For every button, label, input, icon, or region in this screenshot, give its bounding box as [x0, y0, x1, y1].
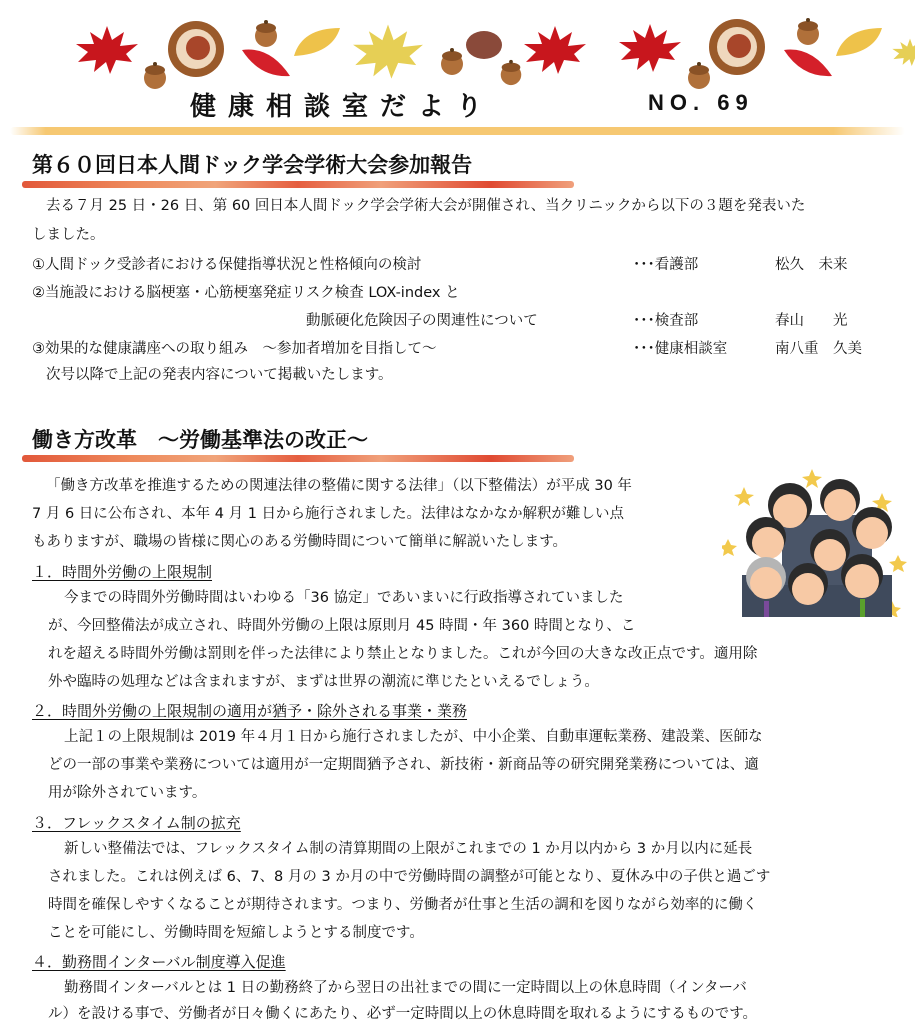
- chestnut-burr-icon: [163, 18, 229, 80]
- banner-stripe: [10, 127, 905, 135]
- issue-number: NO. 69: [648, 90, 754, 115]
- subsection-line: ことを可能にし、労働時間を短縮しようとする制度です。: [48, 925, 424, 941]
- section2-heading: 働き方改革 ～労働基準法の改正～: [32, 428, 368, 452]
- acorn-icon: [438, 46, 466, 76]
- title-row: [0, 86, 915, 126]
- subsection-line: 時間を確保しやすくなることが期待されます。つまり、労働者が仕事と生活の調和を図りながら効率的に働く: [48, 897, 758, 913]
- presentation-presenter: 春山 光: [775, 313, 848, 329]
- yellow-maple-leaf-icon: [890, 22, 915, 82]
- maple-leaf-icon: [520, 22, 590, 77]
- subsection-heading: ３．フレックスタイム制の拡充: [32, 814, 241, 832]
- presentation-dept: ･･･看護部: [633, 257, 699, 273]
- subsection-line: 新しい整備法では、フレックスタイム制の清算期間の上限がこれまでの 1 か月以内から 3 か月以内に延長: [64, 841, 753, 857]
- presentation-title: ②当施設における脳梗塞・心筋梗塞発症リスク検査 LOX-index と: [32, 285, 460, 301]
- subsection-line: 外や臨時の処理などは含まれますが、まずは世界の潮流に準じたといえるでしょう。: [48, 674, 599, 690]
- section2-heading-bar: [22, 455, 574, 462]
- section1-intro-line: 去る７月 25 日・26 日、第 60 回日本人間ドック学会学術大会が開催され、当クリニックから以下の３題を発表いた: [46, 198, 806, 214]
- section1-closing: 次号以降で上記の発表内容について掲載いたします。: [46, 367, 393, 383]
- presentation-presenter: 松久 未来: [775, 257, 848, 273]
- yellow-leaf-icon: [834, 26, 884, 58]
- section1-intro-line: しました。: [32, 227, 105, 243]
- subsection-line: 今までの時間外労働時間はいわゆる「36 協定」であいまいに行政指導されていました: [64, 590, 624, 606]
- subsection-line: ル）を設ける事で、労働者が日々働くにあたり、必ず一定時間以上の休息時間を取れるようにするものです。: [48, 1006, 758, 1022]
- acorn-icon: [795, 16, 821, 46]
- chestnut-icon: [464, 28, 504, 62]
- presentation-title: ①人間ドック受診者における保健指導状況と性格傾向の検討: [32, 257, 422, 273]
- yellow-leaf-icon: [292, 26, 342, 58]
- subsection-line: どの一部の事業や業務については適用が一定期間猶予され、新技術・新商品等の研究開発業務については、適: [48, 757, 759, 773]
- red-leaf-icon: [782, 46, 834, 80]
- presentation-dept: ･･･健康相談室: [633, 341, 728, 357]
- section2-intro-line: 「働き方改革を推進するための関連法律の整備に関する法律」（以下整備法）が平成 30 年: [46, 478, 632, 494]
- subsection-line: 用が除外されています。: [48, 785, 207, 801]
- yellow-maple-leaf-icon: [348, 20, 428, 82]
- subsection-line: れを超える時間外労働は罰則を伴った法律により禁止となりました。これが今回の大きな改正点です。適用除: [48, 646, 758, 662]
- presentation-presenter: 南八重 久美: [775, 341, 862, 357]
- header-banner: [0, 0, 915, 140]
- section2-intro-line: もありますが、職場の皆様に関心のある労働時間について簡単に解説いたします。: [32, 534, 568, 550]
- subsection-line: 勤務間インターバルとは 1 日の勤務終了から翌日の出社までの間に一定時間以上の休息時間（インターバ: [64, 980, 747, 996]
- celebrating-workers-illustration: [722, 465, 912, 617]
- red-leaf-icon: [240, 46, 292, 80]
- subsection-line: が、今回整備法が成立され、時間外労働の上限は原則月 45 時間・年 360 時間となり、こ: [48, 618, 636, 634]
- subsection-heading: １．時間外労働の上限規制: [32, 563, 213, 581]
- maple-leaf-icon: [615, 20, 685, 75]
- subsection-heading: ２．時間外労働の上限規制の適用が猶予・除外される事業・業務: [32, 702, 468, 720]
- section1-heading: 第６０回日本人間ドック学会学術大会参加報告: [32, 153, 473, 177]
- presentation-title: ③効果的な健康講座への取り組み ～参加者増加を目指して～: [32, 341, 437, 357]
- subsection-line: 上記１の上限規制は 2019 年４月１日から施行されましたが、中小企業、自動車運転業務、建設業、医師な: [64, 729, 763, 745]
- presentation-dept: ･･･検査部: [633, 313, 699, 329]
- subsection-line: されました。これは例えば 6、7、8 月の 3 か月の中で労働時間の調整が可能となり、夏休み中の子供と過ごす: [48, 869, 771, 885]
- presentation-title-cont: 動脈硬化危険因子の関連性について: [306, 313, 538, 329]
- subsection-heading: ４．勤務間インターバル制度導入促進: [32, 953, 286, 971]
- newsletter-title: 健康相談室だより: [190, 92, 495, 122]
- section2-intro-line: 7 月 6 日に公布され、本年 4 月 1 日から施行されました。法律はなかなか解釈が難しい点: [32, 506, 625, 522]
- section1-heading-bar: [22, 181, 574, 188]
- acorn-icon: [252, 18, 280, 48]
- chestnut-burr-icon: [704, 16, 770, 78]
- maple-leaf-icon: [72, 22, 142, 77]
